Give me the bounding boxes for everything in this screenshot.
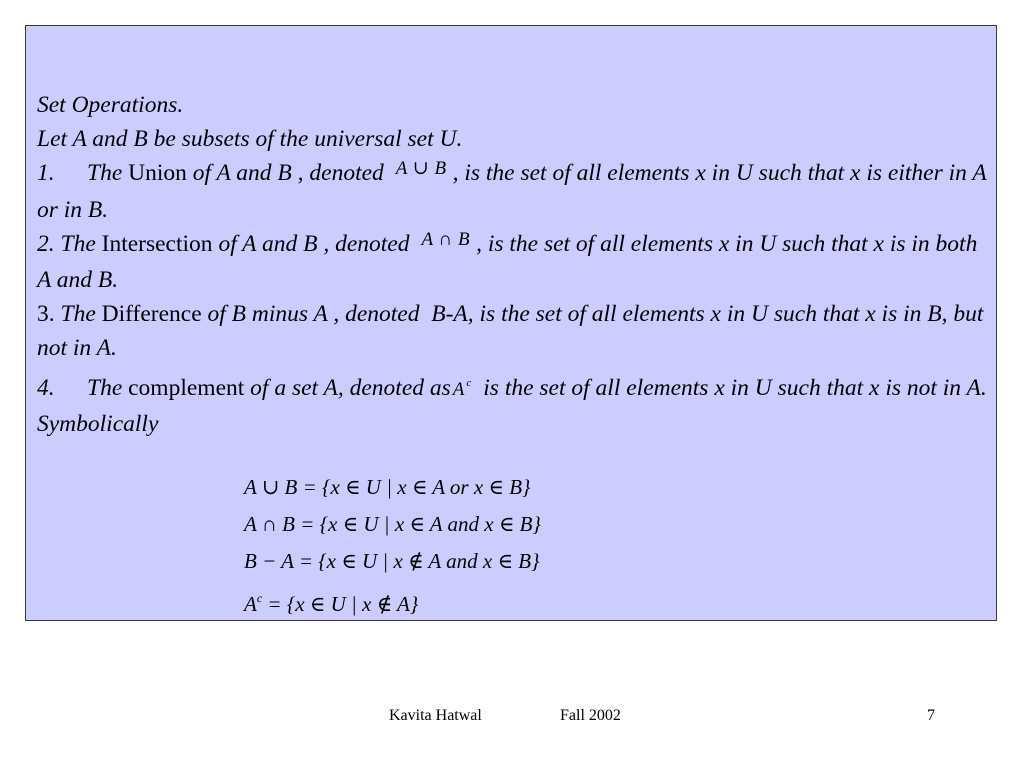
slide-intro: Let A and B be subsets of the universal set U. (37, 126, 463, 153)
slide-heading: Set Operations. (37, 92, 184, 118)
definition-mid: of A and B , denoted (192, 160, 384, 187)
definition-intersection (37, 227, 987, 297)
intersection-symbol: A ∩ B (421, 228, 471, 250)
symbolically-label: Symbolically (37, 410, 159, 437)
definition-mid: of A and B , denoted (218, 230, 410, 257)
definition-post: , is the set of all elements x in U such that x is in B, but not in A. (37, 301, 984, 362)
intersection-formula: A ∩ B = {x ∈ U | x ∈ A and x ∈ B} (244, 512, 541, 536)
definition-pre: The (87, 160, 123, 187)
definition-term: Difference (101, 301, 202, 328)
definition-number: 4. (37, 374, 55, 401)
definition-pre: The (87, 374, 123, 401)
definition-post: , is the set of all elements x in U such that x is either in A or in B. (37, 160, 987, 223)
definition-number: 3. (37, 301, 55, 328)
definition-number: 2. (37, 230, 55, 257)
definition-post: is the set of all elements x in U such that x is not in A. (483, 374, 987, 401)
formula-list (244, 469, 541, 623)
definition-complement (37, 366, 987, 407)
complement-formula: $A^c = \{x$ ∈ U | x ∉ A} (244, 591, 419, 616)
footer-author: Kavita Hatwal (389, 707, 482, 724)
union-formula: A ∪ B = {x ∈ U | x ∈ A or x ∈ B} (244, 475, 531, 499)
footer-term: Fall 2002 (560, 707, 621, 724)
definition-mid: of a set A, denoted as (250, 374, 451, 401)
definition-pre: The (60, 230, 96, 257)
definition-difference (37, 297, 987, 365)
content-box (25, 25, 997, 621)
definition-number: 1. (37, 160, 55, 187)
definition-term: complement (128, 374, 245, 401)
definition-mid: of B minus A , denoted (207, 301, 420, 328)
slide-text (37, 88, 987, 441)
difference-formula: B − A = {x ∈ U | x ∉ A and x ∈ B} (244, 549, 540, 573)
union-symbol: A ∪ B (395, 158, 447, 180)
definition-union (37, 156, 987, 226)
difference-symbol: B-A (431, 301, 468, 328)
definition-pre: The (60, 301, 96, 328)
definition-post: , is the set of all elements x in U such that x is in both A and B. (37, 230, 978, 294)
complement-symbol: A $^c$ (452, 376, 472, 400)
definition-term: Intersection (101, 230, 213, 257)
definition-term: Union (128, 160, 187, 187)
page-number: 7 (927, 707, 935, 724)
